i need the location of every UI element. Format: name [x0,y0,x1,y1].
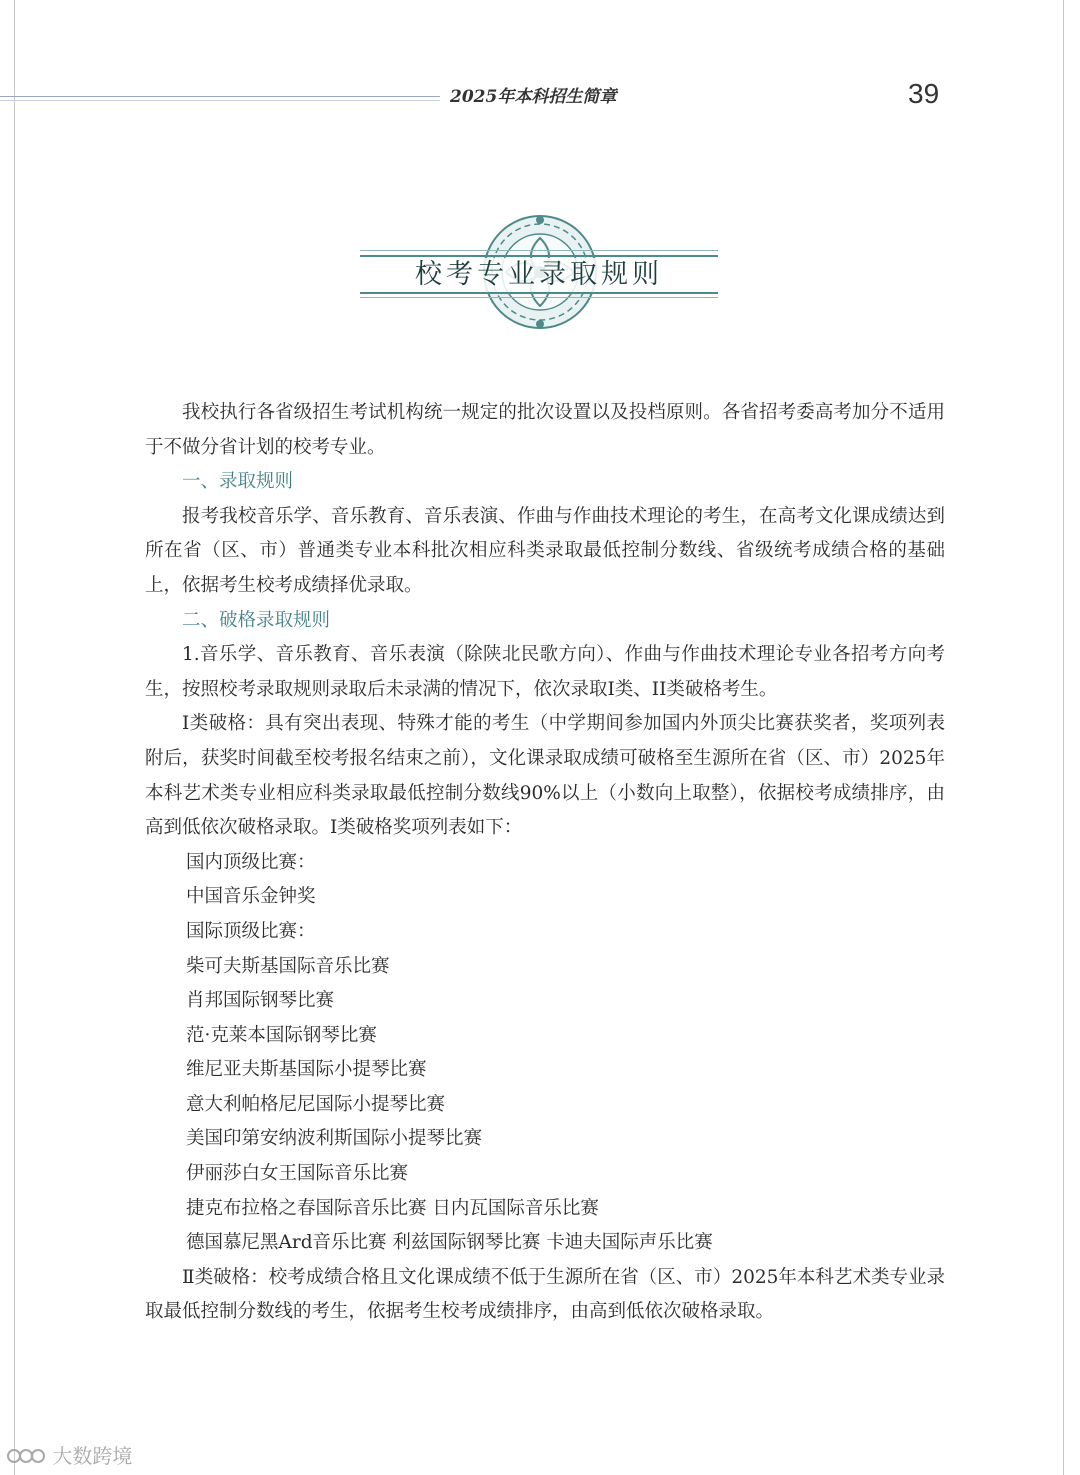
list-item: 美国印第安纳波利斯国际小提琴比赛 [186,1128,483,1150]
exceptional-rule-paragraph: 1.音乐学、音乐教育、音乐表演（除陕北民歌方向）、作曲与作曲技术理论专业各招考方向考生，按照校考录取规则录取后未录满的情况下，依次录取I类、II类破格考生。 [145,644,945,700]
title-rule-top-thin [360,250,718,251]
list-item: 意大利帕格尼尼国际小提琴比赛 [186,1093,446,1115]
watermark [6,1440,132,1469]
admission-rule-paragraph: 报考我校音乐学、音乐教育、音乐表演、作曲与作曲技术理论的考生，在高考文化课成绩达到所在省（区、市）普通类专业本科批次相应科类录取最低控制分数线、省级统考成绩合格的基础上，依据考生校考成绩择优录取。 [145,505,945,596]
list-item: 肖邦国际钢琴比赛 [186,990,335,1012]
page-number: 39 [908,78,940,109]
class-two-paragraph: Ⅱ类破格：校考成绩合格且文化课成绩不低于生源所在省（区、市）2025年本科艺术类专业录取最低控制分数线的考生，依据考生校考成绩排序，由高到低依次破格录取。 [145,1266,945,1323]
intro-paragraph: 我校执行各省级招生考试机构统一规定的批次设置以及投档原则。各省招考委高考加分不适用于不做分省计划的校考专业。 [145,402,945,458]
title-rule-bottom [360,292,718,294]
title-rule-top [360,255,718,257]
heading-admission-rules: 一、录取规则 [182,471,294,493]
title-rule-bottom-thin [360,297,718,298]
header-rule-secondary [0,100,440,101]
header-rule [0,96,440,97]
heading-exceptional-rules: 二、破格录取规则 [182,609,331,631]
running-title: 2025年本科招生简章 [450,87,617,107]
section-title: 校考专业录取规则 [360,258,718,292]
list-item: 德国慕尼黑Ard音乐比赛 利兹国际钢琴比赛 卡迪夫国际声乐比赛 [186,1232,713,1254]
list-item: 捷克布拉格之春国际音乐比赛 日内瓦国际音乐比赛 [186,1197,599,1219]
list-item: 柴可夫斯基国际音乐比赛 [186,955,390,977]
list-item: 维尼亚夫斯基国际小提琴比赛 [186,1059,427,1081]
body-text [145,396,945,1330]
watermark-logo-icon [6,1446,46,1466]
watermark-text: 大数跨境 [52,1444,133,1468]
list-item: 国际顶级比赛： [186,920,316,942]
list-item: 国内顶级比赛： [186,851,316,873]
class-one-paragraph: I类破格：具有突出表现、特殊才能的考生（中学期间参加国内外顶尖比赛获奖者，奖项列表附后，获奖时间截至校考报名结束之前），文化课录取成绩可破格至生源所在省（区、市）2025年本科艺术类专业相应科类录取最低控制分数线90%以上（小数向上取整），依据校考成绩排序，由高到低依次破格录取。Ⅰ类破格奖项列表如下： [145,713,945,839]
list-item: 范·克莱本国际钢琴比赛 [186,1024,377,1046]
list-item: 中国音乐金钟奖 [186,886,316,908]
list-item: 伊丽莎白女王国际音乐比赛 [186,1163,409,1185]
